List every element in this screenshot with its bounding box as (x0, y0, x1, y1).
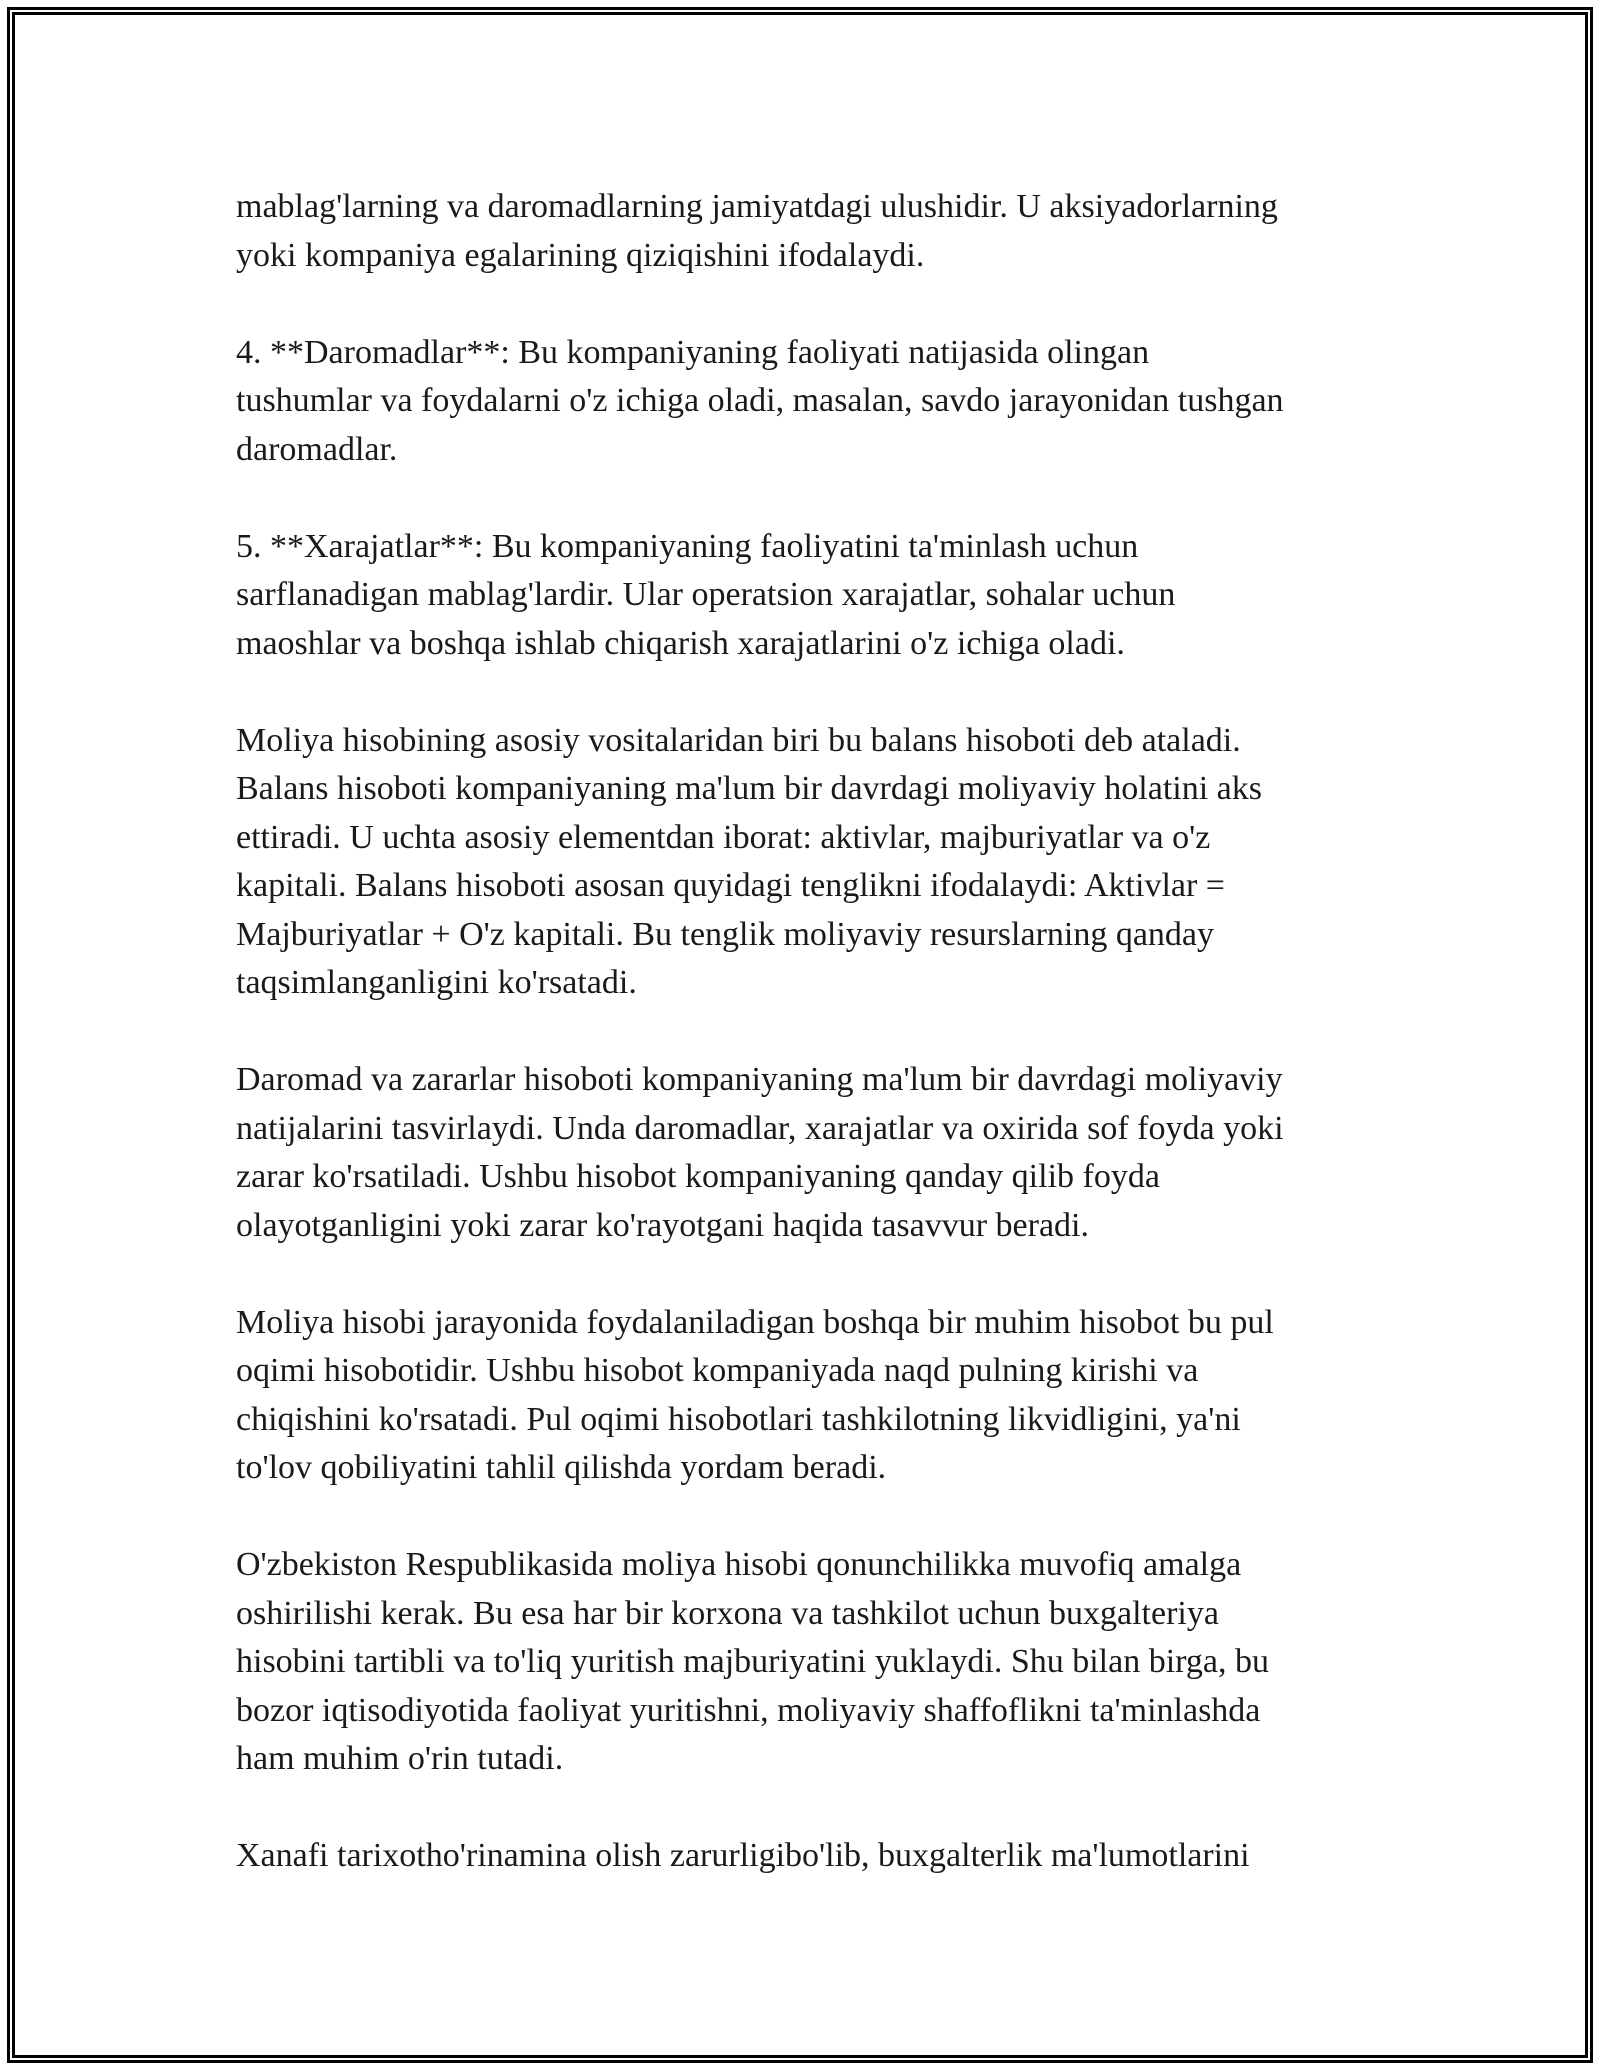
paragraph-expenses: 5. **Xarajatlar**: Bu kompaniyaning faoliyatini ta'minlash uchun sarflanadigan mablag'lardir. Ular operatsion xarajatlar, sohalar uchun maoshlar va boshqa ishlab chiqarish xarajatlarini o'z ichiga oladi. (236, 527, 1176, 662)
paragraph-cash-flow: Moliya hisobi jarayonida foydalaniladigan boshqa bir muhim hisobot bu pul oqimi hisobotidir. Ushbu hisobot kompaniyada naqd pulning kirishi va chiqishini ko'rsatadi. Pul oqimi hisobotlari tashkilotning likvidligini, ya'ni to'lov qobiliyatini tahlil qilishda yordam beradi. (236, 1303, 1274, 1486)
document-body (236, 183, 1396, 1929)
paragraph-revenues: 4. **Daromadlar**: Bu kompaniyaning faoliyati natijasida olingan tushumlar va foydalarni o'z ichiga oladi, masalan, savdo jarayonidan tushgan daromadlar. (236, 333, 1284, 468)
paragraph-income-statement: Daromad va zararlar hisoboti kompaniyaning ma'lum bir davrdagi moliyaviy natijalarini tasvirlaydi. Unda daromadlar, xarajatlar va oxirida sof foyda yoki zarar ko'rsatiladi. Ushbu hisobot kompaniyaning qanday qilib foyda olayotganligini yoki zarar ko'rayotgani haqida tasavvur beradi. (236, 1061, 1284, 1244)
paragraph-final-line: Xanafi tarixotho'rinamina olish zarurligibo'lib, buxgalterlik ma'lumotlarini (236, 1837, 1250, 1874)
paragraph-balance-sheet: Moliya hisobining asosiy vositalaridan biri bu balans hisoboti deb ataladi. Balans hisoboti kompaniyaning ma'lum bir davrdagi moliyaviy holatini aks ettiradi. U uchta asosiy elementdan iborat: aktivlar, majburiyatlar va o'z kapitali. Balans hisoboti asosan quyidagi tenglikni ifodalaydi: Aktivlar = Majburiyatlar + O'z kapitali. Bu tenglik moliyaviy resurslarning qanday taqsimlanganligini ko'rsatadi. (236, 721, 1262, 1001)
paragraph-legislation: O'zbekiston Respublikasida moliya hisobi qonunchilikka muvofiq amalga oshirilishi kerak. Bu esa har bir korxona va tashkilot uchun buxgalteriya hisobini tartibli va to'liq yuritish majburiyatini yuklaydi. Shu bilan birga, bu bozor iqtisodiyotida faoliyat yuritishni, moliyaviy shaffoflikni ta'minlashda ham muhim o'rin tutadi. (236, 1546, 1269, 1777)
paragraph-equity-continuation: mablag'larning va daromadlarning jamiyatdagi ulushidir. U aksiyadorlarning yoki kompaniya egalarining qiziqishini ifodalaydi. (236, 188, 1278, 274)
